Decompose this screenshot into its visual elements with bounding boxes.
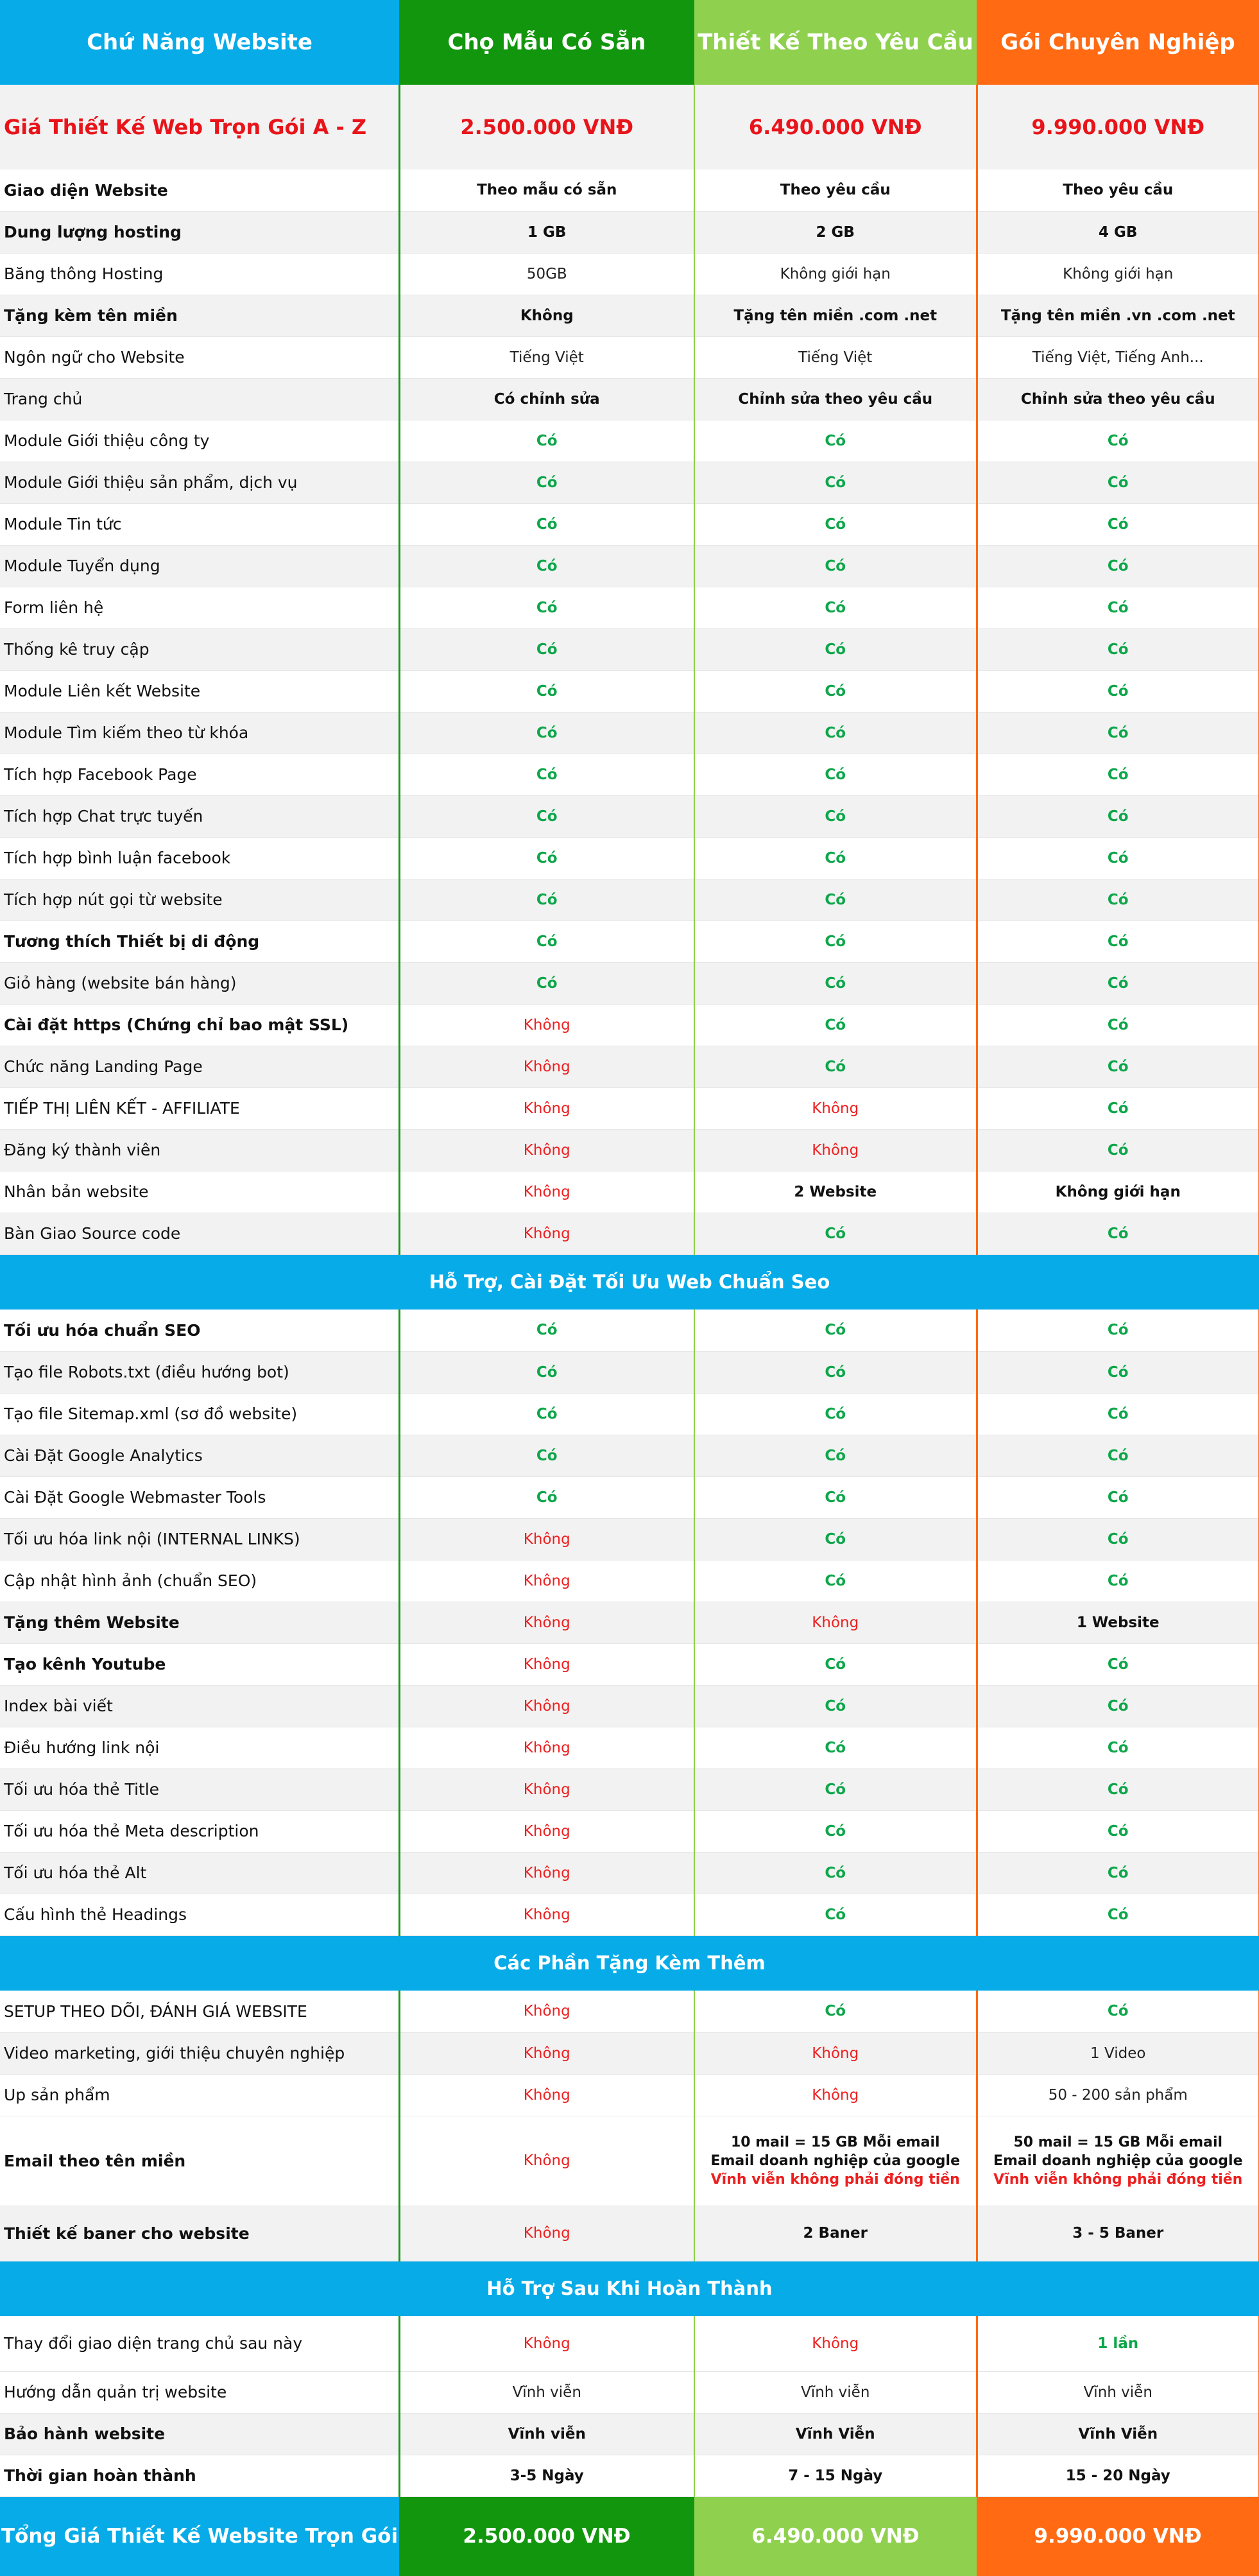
cell-value: Có — [694, 503, 977, 545]
cell-value: Có — [977, 462, 1259, 503]
cell-value: Có — [694, 1393, 977, 1435]
cell-value: Không — [399, 1518, 694, 1560]
row-label: Cài đặt https (Chứng chỉ bao mật SSL) — [0, 1004, 399, 1046]
cell-value: Có — [399, 1351, 694, 1393]
cell-value: Có — [977, 1685, 1259, 1727]
cell-value: 1 Website — [977, 1602, 1259, 1643]
table-row — [0, 712, 1259, 754]
cell-value: Có — [399, 921, 694, 962]
cell-value: Không — [694, 1602, 977, 1643]
cell-value: Có — [694, 795, 977, 837]
email-line: Email doanh nghiệp của google — [993, 2152, 1243, 2169]
row-label: TIẾP THỊ LIÊN KẾT - AFFILIATE — [0, 1087, 399, 1129]
cell-value: Chỉnh sửa theo yêu cầu — [977, 378, 1259, 420]
row-label: Dung lượng hosting — [0, 211, 399, 253]
cell-value: Có — [694, 545, 977, 587]
cell-value: Có — [694, 1810, 977, 1852]
table-row — [0, 1894, 1259, 1935]
cell-value: Có — [694, 420, 977, 462]
total-template: 2.500.000 VNĐ — [399, 2496, 694, 2576]
table-row — [0, 1518, 1259, 1560]
row-label: Tích hợp bình luận facebook — [0, 837, 399, 879]
row-label: Tối ưu hóa chuẩn SEO — [0, 1310, 399, 1351]
cell-value: Có — [399, 879, 694, 921]
table-row — [0, 211, 1259, 253]
cell-value: Có — [977, 1894, 1259, 1935]
total-row — [0, 2496, 1259, 2576]
cell-value: Có — [977, 837, 1259, 879]
table-row — [0, 670, 1259, 712]
table-row — [0, 1685, 1259, 1727]
cell-value: Tiếng Việt — [694, 336, 977, 378]
support-section — [0, 2371, 1259, 2496]
cell-value: Có — [399, 754, 694, 795]
header-feature: Chứ Năng Website — [0, 0, 399, 85]
cell-value: Có — [977, 587, 1259, 628]
table-row — [0, 169, 1259, 211]
row-label: Tạo file Sitemap.xml (sơ đồ website) — [0, 1393, 399, 1435]
row-label: Thay đổi giao diện trang chủ sau này — [0, 2316, 399, 2371]
cell-value: Không — [399, 2032, 694, 2074]
row-label: Hướng dẫn quản trị website — [0, 2371, 399, 2413]
cell-value: Có — [399, 795, 694, 837]
header-template-plan: Chọ Mẫu Có Sẵn — [399, 0, 694, 85]
row-label: Điều hướng link nội — [0, 1727, 399, 1768]
row-label: Thiết kế baner cho website — [0, 2206, 399, 2261]
cell-value: Không — [694, 1129, 977, 1171]
cell-value: Không — [694, 1087, 977, 1129]
table-row — [0, 1129, 1259, 1171]
row-label: Bảo hành website — [0, 2413, 399, 2455]
cell-value: Có — [399, 837, 694, 879]
row-label: SETUP THEO DÕI, ĐÁNH GIÁ WEBSITE — [0, 1991, 399, 2032]
cell-value: Có — [977, 1727, 1259, 1768]
cell-value: Có — [694, 1685, 977, 1727]
row-label: Thống kê truy cập — [0, 628, 399, 670]
table-row — [0, 420, 1259, 462]
price-pro: 9.990.000 VNĐ — [977, 85, 1259, 169]
cell-value: 50 - 200 sản phẩm — [977, 2074, 1259, 2116]
cell-value: 4 GB — [977, 211, 1259, 253]
cell-value: Có — [977, 1643, 1259, 1685]
cell-value: Có — [694, 1560, 977, 1602]
row-label: Nhân bản website — [0, 1171, 399, 1213]
cell-value: Có — [694, 1351, 977, 1393]
table-row — [0, 587, 1259, 628]
cell-value: Có — [694, 712, 977, 754]
table-row — [0, 253, 1259, 295]
table-row — [0, 1004, 1259, 1046]
price-row — [0, 85, 1259, 169]
table-row — [0, 837, 1259, 879]
cell-value: Có — [977, 712, 1259, 754]
row-label: Cấu hình thẻ Headings — [0, 1894, 399, 1935]
cell-value: Không — [399, 1894, 694, 1935]
table-row-baner — [0, 2206, 1259, 2261]
row-label: Đăng ký thành viên — [0, 1129, 399, 1171]
cell-value: 7 - 15 Ngày — [694, 2455, 977, 2496]
table-row — [0, 1810, 1259, 1852]
table-row — [0, 503, 1259, 545]
cell-value: Có — [694, 1435, 977, 1476]
row-label: Giỏ hàng (website bán hàng) — [0, 962, 399, 1004]
table-row — [0, 628, 1259, 670]
table-row — [0, 754, 1259, 795]
cell-value: Không — [399, 2206, 694, 2261]
table-row — [0, 1435, 1259, 1476]
header-pro-plan: Gói Chuyên Nghiệp — [977, 0, 1259, 85]
cell-value: Có — [977, 1393, 1259, 1435]
table-row — [0, 1087, 1259, 1129]
cell-value: Có — [977, 879, 1259, 921]
table-row — [0, 1602, 1259, 1643]
cell-value: Vĩnh viễn — [977, 2371, 1259, 2413]
section-title: Các Phần Tặng Kèm Thêm — [0, 1935, 1259, 1991]
cell-value: Có — [694, 1476, 977, 1518]
cell-value: Có — [399, 962, 694, 1004]
cell-value: Có — [399, 1393, 694, 1435]
table-row — [0, 2032, 1259, 2074]
section-header-bonus — [0, 1935, 1259, 1991]
cell-value: Có — [399, 1476, 694, 1518]
email-line: 50 mail = 15 GB Mỗi email — [1013, 2134, 1223, 2150]
price-custom: 6.490.000 VNĐ — [694, 85, 977, 169]
price-template: 2.500.000 VNĐ — [399, 85, 694, 169]
table-row — [0, 1476, 1259, 1518]
cell-value: Vĩnh viễn — [694, 2371, 977, 2413]
cell-value: Không — [399, 1810, 694, 1852]
table-row — [0, 1171, 1259, 1213]
cell-value: Có — [694, 1727, 977, 1768]
email-line: Vĩnh viễn không phải đóng tiền — [993, 2171, 1243, 2188]
cell-value: Có — [694, 670, 977, 712]
table-row — [0, 545, 1259, 587]
cell-value: Có — [977, 1310, 1259, 1351]
cell-value: Không giới hạn — [977, 253, 1259, 295]
row-label: Up sản phẩm — [0, 2074, 399, 2116]
row-label: Video marketing, giới thiệu chuyên nghiệp — [0, 2032, 399, 2074]
total-pro: 9.990.000 VNĐ — [977, 2496, 1259, 2576]
row-label: Module Tin tức — [0, 503, 399, 545]
cell-value: Vĩnh Viễn — [694, 2413, 977, 2455]
cell-value: Có — [694, 587, 977, 628]
table-row — [0, 336, 1259, 378]
row-label: Tích hợp nút gọi từ website — [0, 879, 399, 921]
cell-value: Có — [977, 1476, 1259, 1518]
header-row — [0, 0, 1259, 85]
cell-value: Không — [399, 1991, 694, 2032]
table-row — [0, 1393, 1259, 1435]
cell-value: Không — [399, 1560, 694, 1602]
cell-value: 15 - 20 Ngày — [977, 2455, 1259, 2496]
table-row — [0, 2413, 1259, 2455]
row-label: Module Liên kết Website — [0, 670, 399, 712]
cell-value: 2 Website — [694, 1171, 977, 1213]
cell-value: Có — [977, 1046, 1259, 1087]
cell-value: Không — [399, 1643, 694, 1685]
price-label: Giá Thiết Kế Web Trọn Gói A - Z — [0, 85, 399, 169]
cell-value: Vĩnh Viễn — [977, 2413, 1259, 2455]
cell-value: Có — [399, 628, 694, 670]
cell-value: Không giới hạn — [694, 253, 977, 295]
table-row — [0, 1213, 1259, 1254]
table-row — [0, 1768, 1259, 1810]
cell-value: Không — [399, 1004, 694, 1046]
row-label: Module Tuyển dụng — [0, 545, 399, 587]
cell-value: Có chỉnh sửa — [399, 378, 694, 420]
cell-value: Có — [977, 795, 1259, 837]
row-label: Tích hợp Chat trực tuyến — [0, 795, 399, 837]
row-label: Tương thích Thiết bị di động — [0, 921, 399, 962]
seo-section — [0, 1310, 1259, 1935]
cell-value: Có — [399, 503, 694, 545]
cell-value: Có — [399, 420, 694, 462]
cell-value: 50GB — [399, 253, 694, 295]
table-row-support — [0, 2316, 1259, 2371]
row-label: Tối ưu hóa link nội (INTERNAL LINKS) — [0, 1518, 399, 1560]
cell-value: Có — [694, 754, 977, 795]
row-label: Tạo kênh Youtube — [0, 1643, 399, 1685]
table-row — [0, 1560, 1259, 1602]
table-row — [0, 462, 1259, 503]
total-custom: 6.490.000 VNĐ — [694, 2496, 977, 2576]
email-line: Email doanh nghiệp của google — [710, 2152, 961, 2169]
row-label: Cập nhật hình ảnh (chuẩn SEO) — [0, 1560, 399, 1602]
table-row — [0, 295, 1259, 336]
cell-value: Có — [977, 962, 1259, 1004]
cell-value: Tặng tên miền .com .net — [694, 295, 977, 336]
cell-value: 1 GB — [399, 211, 694, 253]
row-label: Cài Đặt Google Webmaster Tools — [0, 1476, 399, 1518]
table-row-email — [0, 2116, 1259, 2206]
cell-value: Tiếng Việt, Tiếng Anh... — [977, 336, 1259, 378]
cell-value: Có — [977, 1435, 1259, 1476]
table-row — [0, 879, 1259, 921]
cell-value: Có — [694, 1046, 977, 1087]
cell-value: Có — [977, 754, 1259, 795]
cell-value: Có — [399, 1310, 694, 1351]
cell-value: Không — [399, 1171, 694, 1213]
cell-value: Không — [399, 1213, 694, 1254]
row-label: Module Tìm kiếm theo từ khóa — [0, 712, 399, 754]
row-label: Tối ưu hóa thẻ Meta description — [0, 1810, 399, 1852]
cell-value: Có — [977, 1518, 1259, 1560]
cell-value: Có — [694, 962, 977, 1004]
cell-value: Vĩnh viễn — [399, 2371, 694, 2413]
cell-value: Không — [399, 2316, 694, 2371]
cell-value: Không — [399, 2116, 694, 2206]
section-title: Hỗ Trợ Sau Khi Hoàn Thành — [0, 2261, 1259, 2316]
cell-value: Không — [399, 1602, 694, 1643]
row-label: Giao diện Website — [0, 169, 399, 211]
table-row — [0, 2074, 1259, 2116]
table-row — [0, 962, 1259, 1004]
table-row — [0, 795, 1259, 837]
total-label: Tổng Giá Thiết Kế Website Trọn Gói — [0, 2496, 399, 2576]
row-label: Form liên hệ — [0, 587, 399, 628]
row-label: Thời gian hoàn thành — [0, 2455, 399, 2496]
cell-value: Không — [694, 2074, 977, 2116]
cell-value: Vĩnh viễn — [399, 2413, 694, 2455]
table-row — [0, 1991, 1259, 2032]
cell-value: Không — [399, 295, 694, 336]
row-label: Email theo tên miền — [0, 2116, 399, 2206]
cell-value: Tặng tên miền .vn .com .net — [977, 295, 1259, 336]
cell-value: Có — [977, 545, 1259, 587]
table-row — [0, 2371, 1259, 2413]
row-label: Index bài viết — [0, 1685, 399, 1727]
cell-value: Có — [977, 1991, 1259, 2032]
cell-value: Có — [694, 1643, 977, 1685]
cell-value: Có — [694, 1213, 977, 1254]
cell-value: 2 Baner — [694, 2206, 977, 2261]
cell-value: Có — [694, 921, 977, 962]
cell-value: 1 Video — [977, 2032, 1259, 2074]
cell-value: Không — [399, 1129, 694, 1171]
cell-value: Có — [399, 712, 694, 754]
cell-value: Chỉnh sửa theo yêu cầu — [694, 378, 977, 420]
row-label: Tối ưu hóa thẻ Title — [0, 1768, 399, 1810]
row-label: Ngôn ngữ cho Website — [0, 336, 399, 378]
cell-value: Có — [977, 1004, 1259, 1046]
bonus-section — [0, 1991, 1259, 2116]
cell-value: Có — [399, 587, 694, 628]
row-label: Bàn Giao Source code — [0, 1213, 399, 1254]
row-label: Tặng kèm tên miền — [0, 295, 399, 336]
cell-value: Có — [399, 462, 694, 503]
cell-value: Có — [694, 1004, 977, 1046]
row-label: Tích hợp Facebook Page — [0, 754, 399, 795]
cell-value: Có — [399, 545, 694, 587]
row-label: Băng thông Hosting — [0, 253, 399, 295]
cell-value: Có — [977, 628, 1259, 670]
table-row — [0, 1310, 1259, 1351]
cell-value: Không — [694, 2032, 977, 2074]
email-line: 10 mail = 15 GB Mỗi email — [730, 2134, 940, 2150]
cell-value: Không giới hạn — [977, 1171, 1259, 1213]
row-label: Tặng thêm Website — [0, 1602, 399, 1643]
row-label: Tạo file Robots.txt (điều hướng bot) — [0, 1351, 399, 1393]
cell-value-multiline — [977, 2116, 1259, 2206]
cell-value: 3-5 Ngày — [399, 2455, 694, 2496]
row-label: Module Giới thiệu công ty — [0, 420, 399, 462]
cell-value: Không — [399, 2074, 694, 2116]
cell-value: Không — [399, 1685, 694, 1727]
header-custom-plan: Thiết Kế Theo Yêu Cầu — [694, 0, 977, 85]
cell-value: Có — [977, 1852, 1259, 1894]
table-row — [0, 1351, 1259, 1393]
cell-value: Không — [694, 2316, 977, 2371]
features-section — [0, 169, 1259, 1254]
cell-value: Tiếng Việt — [399, 336, 694, 378]
cell-value: Có — [694, 1518, 977, 1560]
row-label: Chức năng Landing Page — [0, 1046, 399, 1087]
cell-value: Có — [977, 670, 1259, 712]
cell-value: Không — [399, 1852, 694, 1894]
cell-value: Có — [694, 462, 977, 503]
cell-value: Có — [694, 628, 977, 670]
cell-value: Có — [977, 1560, 1259, 1602]
cell-value: Có — [694, 1894, 977, 1935]
section-header-support — [0, 2261, 1259, 2316]
cell-value: 1 lần — [977, 2316, 1259, 2371]
cell-value: Không — [399, 1087, 694, 1129]
cell-value: Có — [977, 1087, 1259, 1129]
cell-value: Có — [399, 670, 694, 712]
cell-value: Có — [694, 1310, 977, 1351]
cell-value: Không — [399, 1046, 694, 1087]
cell-value: 2 GB — [694, 211, 977, 253]
cell-value: Có — [977, 1213, 1259, 1254]
cell-value: Có — [694, 1991, 977, 2032]
row-label: Tối ưu hóa thẻ Alt — [0, 1852, 399, 1894]
cell-value: Không — [399, 1727, 694, 1768]
cell-value: Theo yêu cầu — [694, 169, 977, 211]
table-row — [0, 378, 1259, 420]
cell-value: Theo mẫu có sẵn — [399, 169, 694, 211]
cell-value: Không — [399, 1768, 694, 1810]
cell-value: Có — [694, 879, 977, 921]
cell-value: Có — [977, 1351, 1259, 1393]
cell-value: Theo yêu cầu — [977, 169, 1259, 211]
table-row — [0, 1643, 1259, 1685]
row-label: Trang chủ — [0, 378, 399, 420]
cell-value: Có — [977, 1810, 1259, 1852]
cell-value: Có — [399, 1435, 694, 1476]
table-row — [0, 1727, 1259, 1768]
cell-value-multiline — [694, 2116, 977, 2206]
cell-value: Có — [977, 1768, 1259, 1810]
cell-value: 3 - 5 Baner — [977, 2206, 1259, 2261]
cell-value: Có — [694, 837, 977, 879]
row-label: Module Giới thiệu sản phẩm, dịch vụ — [0, 462, 399, 503]
section-title: Hỗ Trợ, Cài Đặt Tối Ưu Web Chuẩn Seo — [0, 1254, 1259, 1310]
table-row — [0, 921, 1259, 962]
section-header-seo — [0, 1254, 1259, 1310]
cell-value: Có — [977, 420, 1259, 462]
cell-value: Có — [694, 1852, 977, 1894]
table-row — [0, 2455, 1259, 2496]
email-line: Vĩnh viễn không phải đóng tiền — [710, 2171, 960, 2188]
cell-value: Có — [694, 1768, 977, 1810]
table-row — [0, 1046, 1259, 1087]
cell-value: Có — [977, 503, 1259, 545]
cell-value: Có — [977, 921, 1259, 962]
row-label: Cài Đặt Google Analytics — [0, 1435, 399, 1476]
cell-value: Có — [977, 1129, 1259, 1171]
table-row — [0, 1852, 1259, 1894]
